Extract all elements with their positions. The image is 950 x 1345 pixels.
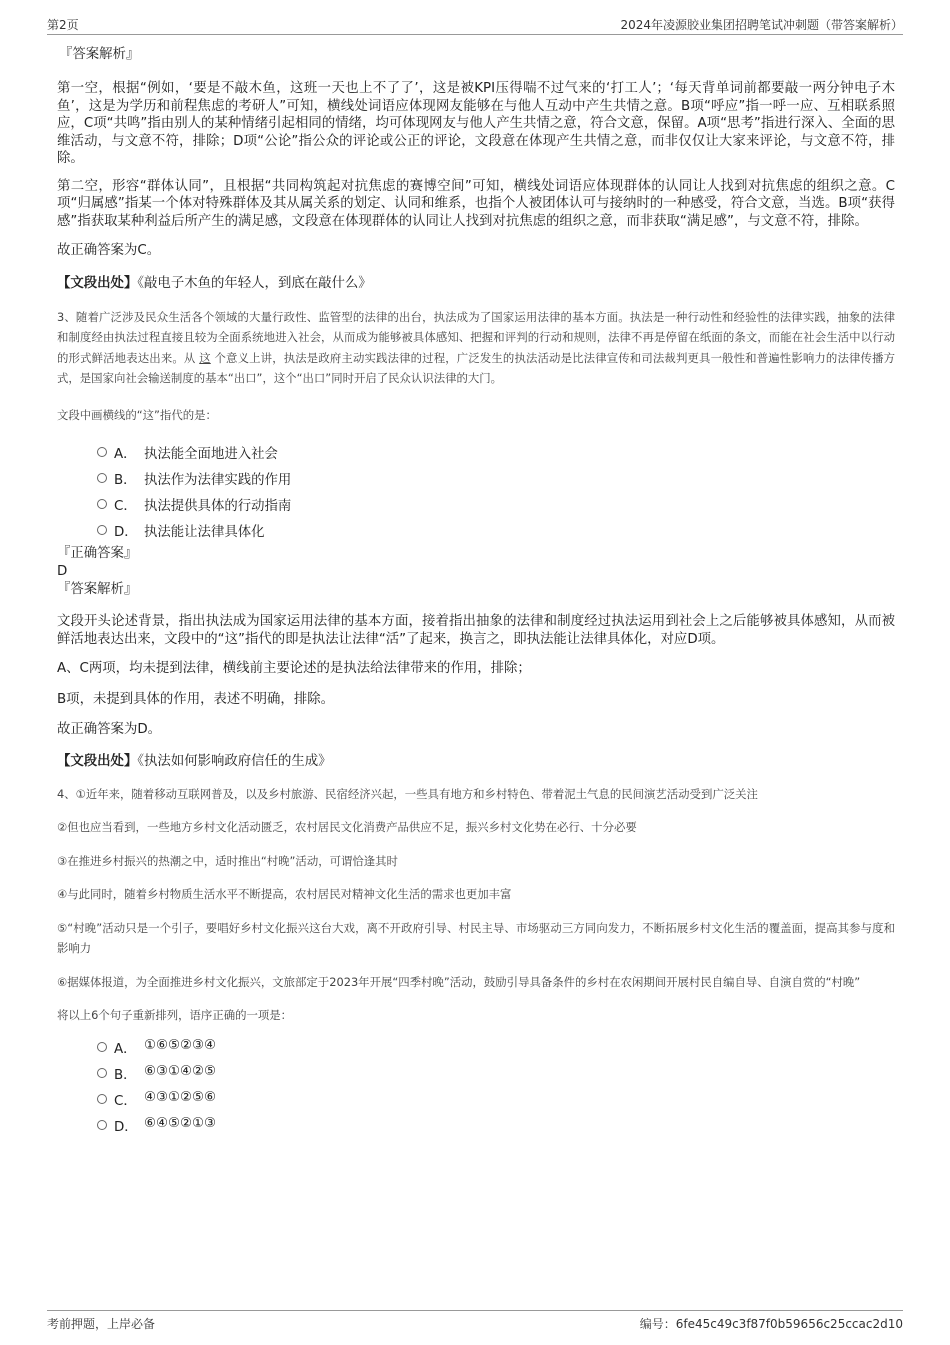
- q3-answer-label: 『正确答案』: [57, 546, 138, 561]
- q4-option-a[interactable]: A． ①⑥⑤②③④: [57, 1034, 895, 1060]
- radio-icon[interactable]: [97, 1068, 107, 1078]
- q4-option-b[interactable]: B． ⑥③①④②⑤: [57, 1060, 895, 1086]
- q4-sentence-2: ②但也应当看到，一些地方乡村文化活动匮乏，农村居民文化消费产品供应不足，振兴乡村文化势在必行、十分必要: [57, 820, 637, 834]
- q3-analysis-label: 『答案解析』: [57, 582, 138, 597]
- q4-sentence-1: 4、①近年来，随着移动互联网普及，以及乡村旅游、民宿经济兴起，一些具有地方和乡村特色、带着泥土气息的民间演艺活动受到广泛关注: [57, 786, 758, 801]
- page-footer: [47, 1310, 903, 1335]
- document-id: 编号：6fe45c49c3f87f0b59656c25ccac2d10: [639, 1317, 903, 1331]
- radio-icon[interactable]: [97, 499, 107, 509]
- q3-option-b[interactable]: B． 执法作为法律实践的作用: [57, 465, 895, 491]
- radio-icon[interactable]: [97, 447, 107, 457]
- radio-icon[interactable]: [97, 1120, 107, 1130]
- q3-option-c[interactable]: C． 执法提供具体的行动指南: [57, 491, 895, 517]
- q4-sentence-5: ⑤“村晚”活动只是一个引子，要唱好乡村文化振兴这台大戏，离不开政府引导、村民主导、市场驱动三方同向发力，不断拓展乡村文化生活的覆盖面，提高其参与度和影响力: [57, 920, 895, 955]
- q3-source: [57, 753, 895, 771]
- radio-icon[interactable]: [97, 1094, 107, 1104]
- q2-source: [57, 275, 895, 293]
- q3-answer: D: [57, 564, 68, 579]
- underlined-word: 这: [199, 350, 211, 365]
- q3-analysis-para3: B项，未提到具体的作用，表述不明确，排除。: [57, 691, 334, 707]
- radio-icon[interactable]: [97, 1042, 107, 1052]
- q3-option-d[interactable]: D． 执法能让法律具体化: [57, 517, 895, 543]
- q2-analysis-para1: 第一空，根据“例如，‘要是不敲木鱼，这班一天也上不了了’，这是被KPI压得喘不过气来的‘打工人’；‘每天背单词前都要敲一两分钟电子木鱼’，这是为学历和前程焦虑的考研人”可知，横线处词语应体现网友能够在与他人互动中产生共情之意。B项“呼应”指一呼一应、互相联系照应，C项“共鸣”指由别人的某种情绪引起相同的情绪，均可体现网友与他人产生共情之意，符合文意，保留。A项“思考”指进行深入、全面的思维活动，与文意不符，排除；D项“公论”指公众的评论或公正的评论，文段意在体现产生共情之意，而非仅仅让大家来评论，与文意不符，排除。: [57, 81, 895, 166]
- q4-question: 将以上6个句子重新排列，语序正确的一项是：: [57, 1008, 293, 1022]
- radio-icon[interactable]: [97, 525, 107, 535]
- q2-analysis-label: 『答案解析』: [59, 47, 140, 62]
- q4-option-d[interactable]: D． ⑥④⑤②①③: [57, 1112, 895, 1138]
- page-content: [57, 46, 895, 1138]
- q4-options: [57, 1034, 895, 1138]
- page-header: [47, 14, 903, 35]
- q3-question: 文段中画横线的“这”指代的是：: [57, 407, 217, 422]
- document-title: 2024年凌源胶业集团招聘笔试冲刺题（带答案解析）: [620, 18, 903, 32]
- q3-passage: 3、随着广泛涉及民众生活各个领域的大量行政性、监管型的法律的出台，执法成为了国家运用法律的基本方面。执法是一种行动性和经验性的法律实践，抽象的法律和制度经由执法过程直接且较为全面系统地进入社会，从而成为能够被具体感知、把握和评判的行动和规则，法律不再是停留在纸面的条文，而能在社会生活中以行动的形式鲜活地表达出来。从 这 个意义上讲，执法是政府主动实践法律的过程，广泛发生的执法活动是比法律宣传和司法裁判更具一般性和普遍性影响力的法律传播方式，是国家向社会输送制度的基本“出口”，这个“出口”同时开启了民众认识法律的大门。: [57, 309, 895, 385]
- source-tag: 【文段出处】: [57, 275, 138, 291]
- q3-conclusion: 故正确答案为D。: [57, 722, 162, 737]
- q3-analysis-para2: A、C两项，均未提到法律，横线前主要论述的是执法给法律带来的作用，排除；: [57, 661, 531, 676]
- q3-options: [57, 439, 895, 543]
- source-title: 《敲电子木鱼的年轻人，到底在敲什么》: [137, 275, 372, 291]
- q4-sentence-6: ⑥据媒体报道，为全面推进乡村文化振兴，文旅部定于2023年开展“四季村晚”活动，鼓励引导具备条件的乡村在农闲期间开展村民自编自导、自演自赏的“村晚”: [57, 974, 861, 989]
- q2-analysis-para2: 第二空，形容“群体认同”，且根据“共同构筑起对抗焦虑的赛博空间”可知，横线处词语应体现群体的认同让人找到对抗焦虑的组织之意。C项“归属感”指某一个体对特殊群体及其从属关系的划定、认同和维系，也指个人被团体认可与接纳时的一种感受，符合文意，当选。B项“获得感”指获取某种利益后所产生的满足感，文段意在体现群体的认同让人找到对抗焦虑的组织之意，而非获取“满足感”，与文意不符，排除。: [57, 178, 895, 229]
- source-tag: 【文段出处】: [57, 753, 138, 769]
- q3-analysis-para1: 文段开头论述背景，指出执法成为国家运用法律的基本方面，接着指出抽象的法律和制度经过执法运用到社会上之后能够被具体感知，从而被鲜活地表达出来，文段中的“这”指代的即是执法让法律“活”了起来，换言之，即执法能让法律具体化，对应D项。: [57, 614, 895, 647]
- q4-option-c[interactable]: C． ④③①②⑤⑥: [57, 1086, 895, 1112]
- source-title: 《执法如何影响政府信任的生成》: [137, 753, 332, 769]
- q4-sentence-4: ④与此同时，随着乡村物质生活水平不断提高，农村居民对精神文化生活的需求也更加丰富: [57, 887, 512, 901]
- q3-option-a[interactable]: A． 执法能全面地进入社会: [57, 439, 895, 465]
- q2-conclusion: 故正确答案为C。: [57, 243, 161, 258]
- page-number: 第2页: [47, 18, 79, 32]
- footer-slogan: 考前押题，上岸必备: [47, 1317, 156, 1331]
- q4-sentence-3: ③在推进乡村振兴的热潮之中，适时推出“村晚”活动，可谓恰逢其时: [57, 853, 398, 868]
- radio-icon[interactable]: [97, 473, 107, 483]
